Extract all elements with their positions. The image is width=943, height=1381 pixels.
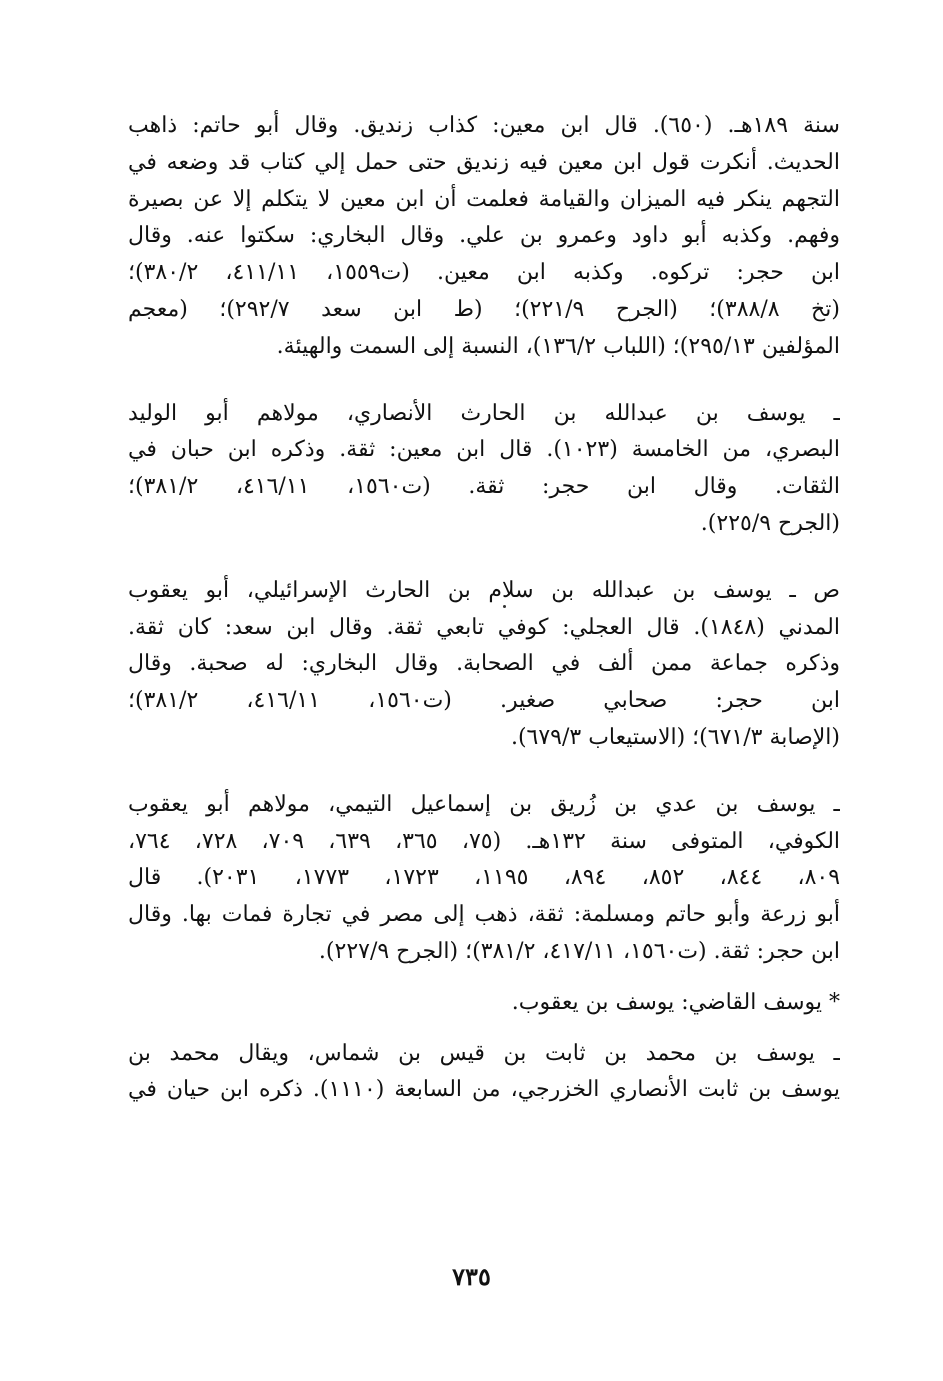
text-line: التجهم ينكر فيه الميزان والقيامة فعلمت أن ابن معين لا يتكلم إلا عن بصيرة (128, 186, 840, 212)
cross-reference-entry (128, 985, 840, 1022)
entry-heading-line: ـ يوسف بن محمد بن ثابت بن قيس بن شماس، ويقال محمد بن (128, 1040, 840, 1066)
entry-heading-line: ـ يوسف بن عدي بن زُريق بن إسماعيل التيمي، مولاهم أبو يعقوب (128, 791, 840, 817)
text-line: ٨٠٩، ٨٤٤، ٨٥٢، ٨٩٤، ١١٩٥، ١٧٢٣، ١٧٧٣، ٢٠٣١). قال (128, 865, 840, 891)
entry-yusuf-bin-abdullah-bin-al-harith (128, 396, 840, 543)
entry-yusuf-bin-adi (128, 787, 840, 971)
text-line: ابن حجر: ثقة. (ت١٥٦٠، ٤١٧/١١، ٣٨١/٢)؛ (الجرح ٢٢٧/٩). (318, 938, 840, 964)
text-line: البصري، من الخامسة (١٠٢٣). قال ابن معين: ثقة. وذكره ابن حبان في (128, 437, 840, 463)
entry-continuation (128, 108, 840, 366)
text-line: الكوفي، المتوفى سنة ١٣٢هـ. (٧٥، ٣٦٥، ٦٣٩، ٧٠٩، ٧٢٨، ٧٦٤، (128, 828, 840, 854)
text-line: وفهم. وكذبه أبو داود وعمرو بن علي. وقال البخاري: سكتوا عنه. وقال (128, 223, 840, 249)
entry-yusuf-bin-abdullah-bin-salam (128, 573, 840, 757)
text-line: المؤلفين ٢٩٥/١٣)؛ (اللباب ١٣٦/٢)، النسبة إلى السمت والهيئة. (276, 333, 840, 359)
entry-heading-line: ص ـ يوسف بن عبدالله بن سلام بن الحارث الإسرائيلي، أبو يعقوب (128, 577, 840, 603)
text-line: سنة ١٨٩هـ. (٦٥٠). قال ابن معين: كذاب زنديق. وقال أبو حاتم: ذاهب (128, 113, 840, 138)
text-line: يوسف بن ثابت الأنصاري الخزرجي، من السابعة (١١١٠). ذكره ابن حيان في (128, 1077, 840, 1103)
page-number: ٧٣٥ (452, 1262, 491, 1291)
entry-yusuf-bin-muhammad-bin-thabit (128, 1036, 840, 1110)
text-line: الثقات. وقال ابن حجر: ثقة. (ت١٥٦٠، ٤١٦/١١، ٣٨١/٢)؛ (128, 474, 840, 500)
text-line: المدني (١٨٤٨). قال العجلي: كوفي تابعي ثقة. وقال ابن سعد: كان ثقة. (128, 614, 840, 640)
text-line: الحديث. أنكرت قول ابن معين فيه زنديق حتى حمل إلي كتاب قد وضعه في (128, 149, 840, 175)
print-speck (503, 605, 506, 608)
cross-reference-line: * يوسف القاضي: يوسف بن يعقوب. (511, 989, 840, 1015)
entry-heading-line: ـ يوسف بن عبدالله بن الحارث الأنصاري، مولاهم أبو الوليد (128, 400, 840, 426)
text-line: أبو زرعة وأبو حاتم ومسلمة: ثقة، ذهب إلى مصر في تجارة فمات بها. وقال (128, 902, 840, 928)
text-line: ابن حجر: صحابي صغير. (ت١٥٦٠، ٤١٦/١١، ٣٨١/٢)؛ (128, 688, 840, 714)
document-page (128, 108, 840, 1109)
text-line: وذكره جماعة ممن ألف في الصحابة. وقال البخاري: له صحبة. وقال (128, 651, 840, 677)
text-line: (تخ ٣٨٨/٨)؛ (الجرح ٢٢١/٩)؛ (ط ابن سعد ٢٩٢/٧)؛ (معجم (128, 296, 840, 322)
text-line: (الإصابة ٦٧١/٣)؛ (الاستيعاب ٦٧٩/٣). (510, 724, 840, 750)
text-line: ابن حجر: تركوه. وكذبه ابن معين. (ت١٥٥٩، ٤١١/١١، ٣٨٠/٢)؛ (128, 260, 840, 286)
text-line: (الجرح ٢٢٥/٩). (700, 510, 840, 536)
